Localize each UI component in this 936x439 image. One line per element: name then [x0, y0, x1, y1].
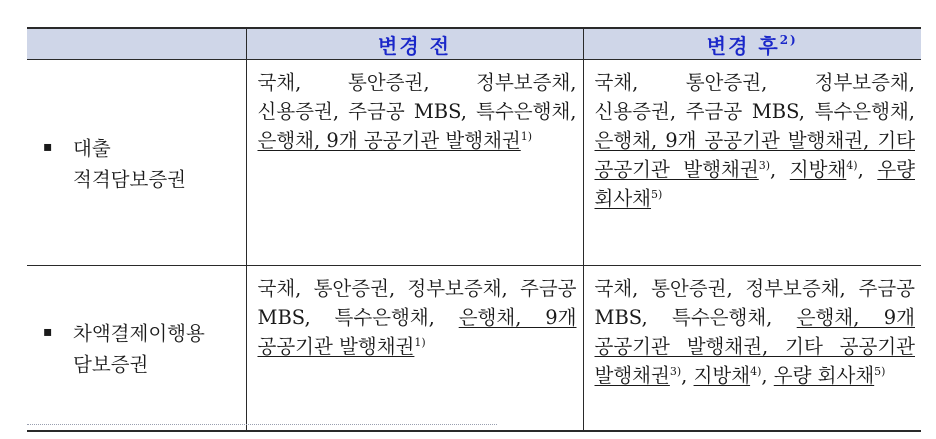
header-before: [246, 28, 583, 60]
header-after-footnote: 2): [779, 32, 798, 47]
row-label-cell: [27, 60, 246, 266]
bullet-icon: ▪: [43, 324, 53, 340]
footnote-marker: 1): [414, 336, 426, 349]
after-underlined-text: 우량 회사채: [594, 158, 915, 210]
after-underlined-text: 은행채, 9개 공공기관 발행채권, 기타 공공기관 발행채권: [594, 306, 915, 387]
footnote-marker: 1): [520, 130, 533, 143]
after-underlined-text: 은행채, 9개 공공기관 발행채권, 기타 공공기관 발행채권: [594, 129, 915, 181]
row-label-line1: 대출: [73, 136, 111, 160]
footnote-marker: 3): [758, 159, 771, 172]
after-cell: 국채, 통안증권, 정부보증채, 신용증권, 주금공 MBS, 특수은행채, 은행채, 9개 공공기관 발행채권, 기타 공공기관 발행채권$^{3)}$, 지방채$^{4)}$, 우량 회사채$^{5)}$: [583, 60, 921, 266]
footnote-marker: 5): [651, 188, 663, 201]
after-plain-text: 국채, 통안증권, 정부보증채, 주금공 MBS, 특수은행채,: [594, 277, 915, 329]
collateral-comparison-table: [27, 27, 921, 432]
page-bottom-divider: [27, 424, 497, 425]
after-underlined-text: 우량 회사채: [773, 364, 875, 387]
table-row-settlement-collateral: [27, 266, 921, 432]
bullet-icon: ▪: [43, 138, 53, 155]
footnote-marker: 3): [669, 365, 682, 378]
after-underlined-text: 지방채: [693, 364, 751, 387]
before-underlined-text: 은행채, 9개 공공기관 발행채권: [257, 129, 521, 152]
row-label-line2: 담보증권: [73, 353, 149, 376]
after-cell: 국채, 통안증권, 정부보증채, 주금공 MBS, 특수은행채, 은행채, 9개 공공기관 발행채권, 기타 공공기관 발행채권$^{3)}$, 지방채$^{4)}$, 우량 회사채$^{5)}$: [583, 266, 921, 432]
after-plain-text: 국채, 통안증권, 정부보증채, 신용증권, 주금공 MBS, 특수은행채,: [594, 71, 915, 123]
table-header-row: [27, 28, 921, 60]
header-blank-cell: [27, 28, 246, 60]
footnote-marker: 4): [846, 159, 858, 172]
before-underlined-text: 은행채, 9개 공공기관 발행채권: [257, 306, 577, 358]
before-cell: [246, 60, 583, 266]
footnote-marker: 5): [874, 365, 886, 378]
row-label-cell: [27, 266, 246, 432]
before-plain-text: 국채, 통안증권, 정부보증채, 신용증권, 주금공 MBS, 특수은행채,: [257, 71, 577, 123]
after-underlined-text: 지방채: [789, 158, 847, 181]
header-after: [583, 28, 921, 60]
before-plain-text: 국채, 통안증권, 정부보증채, 주금공 MBS, 특수은행채,: [257, 277, 577, 329]
footnote-marker: 4): [750, 365, 762, 378]
header-after-label: 변경 후: [706, 33, 780, 58]
before-cell: [246, 266, 583, 432]
header-before-label: 변경 전: [378, 33, 451, 58]
row-label-line2: 적격담보증권: [73, 167, 187, 191]
row-label-line1: 차액결제이행용: [73, 322, 205, 345]
table-row-loan-collateral: [27, 60, 921, 266]
